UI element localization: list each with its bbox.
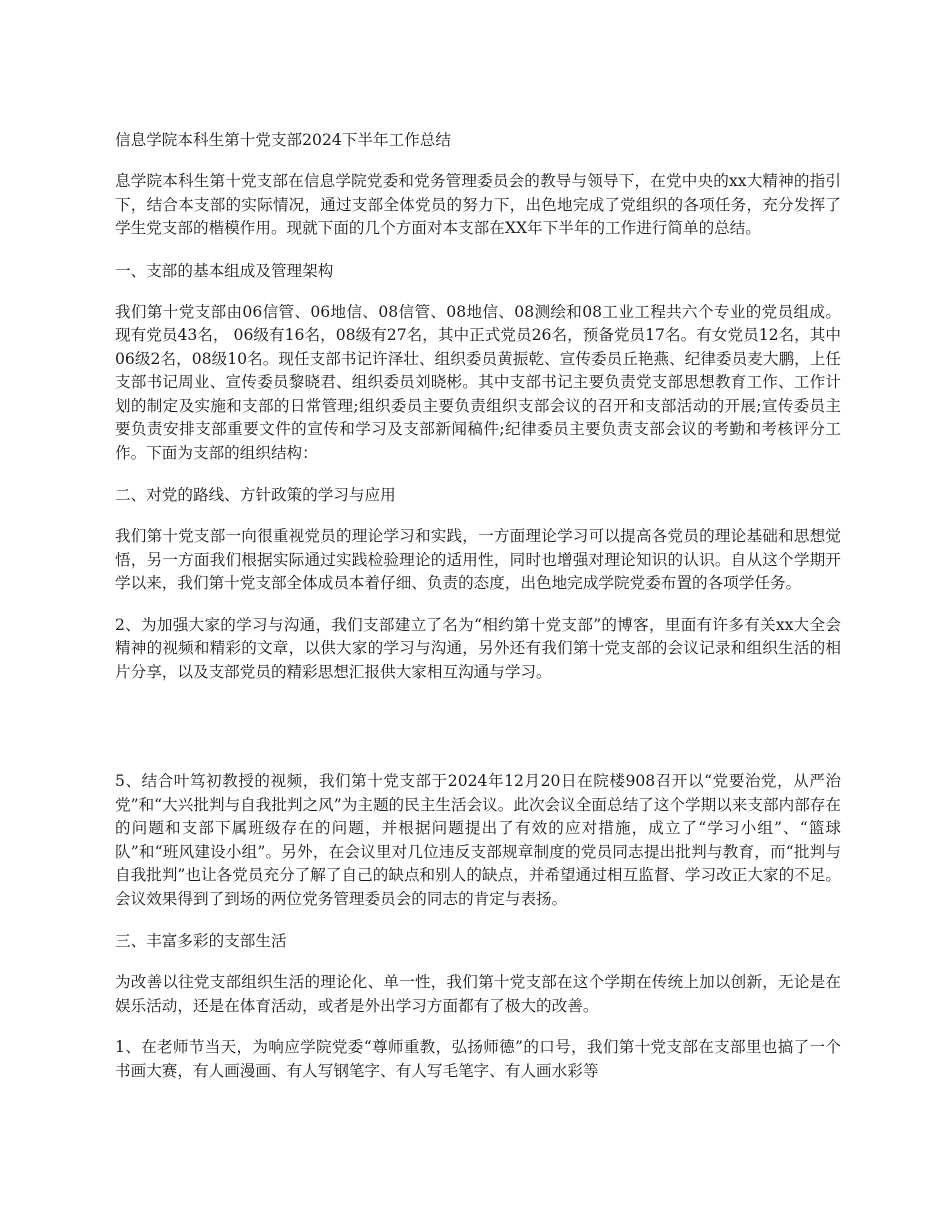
section-structure-paragraph: 我们第十党支部由06信管、06地信、08信管、08地信、08测绘和08工业工程共六个专业的党员组成。现有党员43名， 06级有16名，08级有27名，其中正式党员26名，预备党员17名。有女党员12名，其中06级2名，08级10名。现任支部书记许泽壮、组织委员黄振乾、宣传委员丘艳燕、纪律委员麦大鹏，上任支部书记周业、宣传委员黎晓君、组织委员刘晓彬。其中支部书记主要负责党支部思想教育工作、工作计划的制定及实施和支部的日常管理;组织委员主要负责组织支部会议的召开和支部活动的开展;宣传委员主要负责安排支部重要文件的宣传和学习及支部新闻稿件;纪律委员主要负责支部会议的考勤和考核评分工作。下面为支部的组织结构： bbox=[115, 302, 841, 462]
intro-paragraph: 息学院本科生第十党支部在信息学院党委和党务管理委员会的教导与领导下，在党中央的xx大精神的指引下，结合本支部的实际情况，通过支部全体党员的努力下，出色地完成了党组织的各项任务，充分发挥了学生党支部的楷模作用。现就下面的几个方面对本支部在XX年下半年的工作进行简单的总结。 bbox=[115, 172, 841, 237]
document-page bbox=[115, 128, 841, 1101]
document-title: 信息学院本科生第十党支部2024下半年工作总结 bbox=[115, 131, 451, 149]
section-activities-paragraph: 为改善以往党支部组织生活的理论化、单一性，我们第十党支部在这个学期在传统上加以创新，无论是在娱乐活动，还是在体育活动，或者是外出学习方面都有了极大的改善。 bbox=[115, 973, 841, 1015]
study-item-2-paragraph: 2、为加强大家的学习与沟通，我们支部建立了名为“相约第十党支部”的博客，里面有许多有关xx大全会精神的视频和精彩的文章，以供大家的学习与沟通，另外还有我们第十党支部的会议记录和组织生活的相片分享，以及支部党员的精彩思想汇报供大家相互沟通与学习。 bbox=[115, 615, 841, 681]
section-heading-structure: 一、支部的基本组成及管理架构 bbox=[115, 261, 334, 280]
section-heading-study: 二、对党的路线、方针政策的学习与应用 bbox=[115, 486, 396, 504]
section-study-paragraph: 我们第十党支部一向很重视党员的理论学习和实践，一方面理论学习可以提高各党员的理论基础和思想觉悟，另一方面我们根据实际通过实践检验理论的适用性，同时也增强对理论知识的认识。自从这个学期开学以来，我们第十党支部全体成员本着仔细、负责的态度，出色地完成学院党委布置的各项学任务。 bbox=[115, 527, 841, 592]
section-heading-activities: 三、丰富多彩的支部生活 bbox=[115, 932, 287, 950]
study-item-5-paragraph: 5、结合叶笃初教授的视频，我们第十党支部于2024年12月20日在院楼908召开以“党要治党，从严治党”和“大兴批判与自我批判之风”为主题的民主生活会议。此次会议全面总结了这个学期以来支部内部存在的问题和支部下属班级存在的问题，并根据问题提出了有效的应对措施，成立了“学习小组”、“篮球队”和“班风建设小组”。另外，在会议里对几位违反支部规章制度的党员同志提出批判与教育，而“批判与自我批判”也让各党员充分了解了自己的缺点和别人的缺点，并希望通过相互监督、学习改正大家的不足。会议效果得到了到场的两位党务管理委员会的同志的肯定与表扬。 bbox=[115, 772, 841, 908]
blank-gap bbox=[115, 702, 841, 770]
activities-item-1-paragraph: 1、在老师节当天，为响应学院党委“尊师重教，弘扬师德”的口号，我们第十党支部在支部里也搞了一个书画大赛，有人画漫画、有人写钢笔字、有人写毛笔字、有人画水彩等 bbox=[115, 1038, 841, 1080]
